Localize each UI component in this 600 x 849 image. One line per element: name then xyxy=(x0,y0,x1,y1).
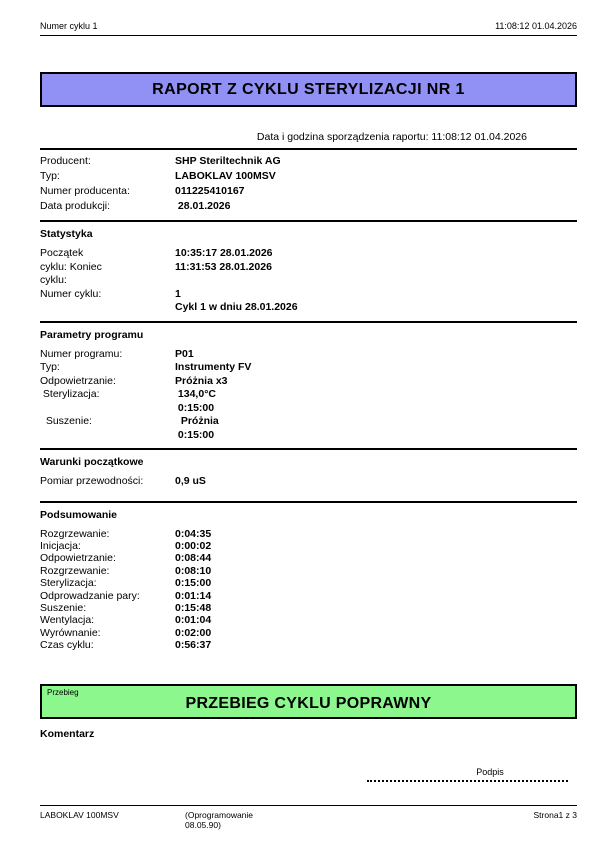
running-header-datetime: 11:08:12 01.04.2026 xyxy=(495,21,577,31)
info-row-value: 0:15:00 xyxy=(175,577,212,590)
info-row-value: 0:01:04 xyxy=(175,614,212,627)
signature-dotted-line xyxy=(367,777,568,782)
podsumowanie-heading: Podsumowanie xyxy=(40,508,118,521)
info-row-value: 0:15:00 xyxy=(175,428,215,441)
info-row-label: Rozgrzewanie: xyxy=(40,564,110,577)
info-row-label: Początek xyxy=(40,247,84,259)
info-row-label: Typ: xyxy=(40,170,60,182)
info-row-value: 1 xyxy=(175,287,181,300)
info-row xyxy=(40,361,577,375)
info-row xyxy=(40,388,577,402)
info-row xyxy=(40,247,577,261)
footer-software xyxy=(185,810,534,830)
footer-page-number: Strona1 z 3 xyxy=(533,810,577,820)
info-row-label: Czas cyklu: xyxy=(40,639,94,652)
info-row xyxy=(40,577,577,589)
report-title: RAPORT Z CYKLU STERYLIZACJI NR 1 xyxy=(152,80,465,98)
spacer xyxy=(40,489,577,495)
info-row-label: cyklu: Koniec xyxy=(40,260,102,273)
info-row-value: P01 xyxy=(175,347,194,360)
info-row xyxy=(40,199,577,214)
info-row-value: 11:31:53 28.01.2026 xyxy=(175,260,272,273)
info-row-label xyxy=(40,402,175,416)
signature-label: Podpis xyxy=(476,766,504,777)
statystyka-rows xyxy=(40,247,577,315)
cycle-result-banner xyxy=(40,684,577,719)
info-row-label: Sterylizacja: xyxy=(40,388,100,400)
info-row-value: 0:56:37 xyxy=(175,639,212,652)
info-row-label xyxy=(40,429,175,443)
footer-device: LABOKLAV 100MSV xyxy=(40,810,119,820)
info-row-label: Inicjacja: xyxy=(40,539,81,552)
info-row xyxy=(40,348,577,362)
info-row-label: Wyrównanie: xyxy=(40,626,101,639)
info-row xyxy=(40,429,577,443)
info-row-label: Odpowietrzanie: xyxy=(40,552,116,565)
info-row-value: Próżnia x3 xyxy=(175,374,228,387)
info-row xyxy=(40,552,577,564)
info-row-value: Próżnia xyxy=(175,415,219,427)
podsumowanie-rows xyxy=(40,528,577,652)
info-row-label xyxy=(40,301,175,315)
result-banner-text: PRZEBIEG CYKLU POPRAWNY xyxy=(185,694,432,712)
info-row-value: LABOKLAV 100MSV xyxy=(175,170,276,182)
section-parametry xyxy=(40,321,577,449)
info-row xyxy=(40,540,577,552)
info-row-value: 0:15:00 xyxy=(175,401,215,414)
info-row xyxy=(40,614,577,626)
info-row-value: 0:00:02 xyxy=(175,539,212,552)
footer-software-line1: (Oprogramowanie xyxy=(185,810,254,820)
info-row-value: 0:08:44 xyxy=(175,552,212,565)
info-row-value: SHP Steriltechnik AG xyxy=(175,155,281,167)
info-row-label: cyklu: xyxy=(40,274,67,286)
section-podsumowanie xyxy=(40,501,577,658)
info-row-value: 0:15:48 xyxy=(175,601,212,614)
section-warunki xyxy=(40,448,577,501)
info-row-label: Numer programu: xyxy=(40,347,123,360)
info-row-value: 0,9 uS xyxy=(175,475,206,487)
running-header-left: Numer cyklu 1 xyxy=(40,21,98,31)
info-row-label: Numer producenta: xyxy=(40,185,130,197)
info-row xyxy=(40,288,577,302)
info-row-label: Pomiar przewodności: xyxy=(40,475,144,487)
info-row-value: Cykl 1 w dniu 28.01.2026 xyxy=(175,301,298,313)
report-title-banner xyxy=(40,72,577,107)
info-row-label: Wentylacja: xyxy=(40,614,95,627)
info-row-value: 0:01:14 xyxy=(175,589,212,602)
result-banner-tag: Przebieg xyxy=(47,687,79,697)
warunki-heading: Warunki początkowe xyxy=(40,456,144,468)
info-row xyxy=(40,590,577,602)
parametry-rows xyxy=(40,348,577,443)
info-row xyxy=(40,415,577,429)
info-row xyxy=(40,475,577,489)
parametry-heading: Parametry programu xyxy=(40,328,144,341)
signature-block xyxy=(367,767,568,782)
info-row-value: 011225410167 xyxy=(175,185,245,197)
info-row-label: Odpowietrzanie: xyxy=(40,374,116,387)
statystyka-heading: Statystyka xyxy=(40,228,93,240)
info-row xyxy=(40,274,577,288)
info-row-label: Sterylizacja: xyxy=(40,577,97,590)
info-row xyxy=(40,639,577,651)
info-row-value: Instrumenty FV xyxy=(175,361,252,373)
info-row xyxy=(40,627,577,639)
info-row xyxy=(40,402,577,416)
info-row-label: Suszenie: xyxy=(40,415,92,427)
device-info-rows xyxy=(40,154,577,214)
info-row xyxy=(40,301,577,315)
info-row xyxy=(40,565,577,577)
info-row-value: 0:02:00 xyxy=(175,626,212,639)
footer-software-line2: 08.05.90) xyxy=(185,820,221,830)
info-row xyxy=(40,261,577,275)
warunki-rows xyxy=(40,475,577,489)
info-row-value: 28.01.2026 xyxy=(175,200,231,212)
page-footer xyxy=(40,805,577,830)
running-header xyxy=(40,21,577,36)
info-row xyxy=(40,375,577,389)
comment-heading: Komentarz xyxy=(40,727,95,740)
info-row-label: Data produkcji: xyxy=(40,200,111,212)
report-generated-line: Data i godzina sporządzenia raportu: 11:08:12 01.04.2026 xyxy=(256,131,527,143)
info-row xyxy=(40,169,577,184)
section-statystyka xyxy=(40,220,577,321)
info-row-value: 0:08:10 xyxy=(175,564,212,577)
info-row xyxy=(40,602,577,614)
info-row-value: 10:35:17 28.01.2026 xyxy=(175,247,273,259)
info-row-value: 134,0°C xyxy=(175,388,216,400)
section-device-info xyxy=(40,148,577,220)
info-row xyxy=(40,528,577,540)
info-row-label: Typ: xyxy=(40,361,60,373)
info-row-label: Suszenie: xyxy=(40,601,87,614)
info-row-label: Odprowadzanie pary: xyxy=(40,589,140,602)
info-row-value: 0:04:35 xyxy=(175,527,212,540)
info-row xyxy=(40,184,577,199)
info-row-label: Producent: xyxy=(40,155,91,167)
info-row-label: Rozgrzewanie: xyxy=(40,527,110,540)
info-row xyxy=(40,154,577,169)
info-row-label: Numer cyklu: xyxy=(40,287,102,300)
